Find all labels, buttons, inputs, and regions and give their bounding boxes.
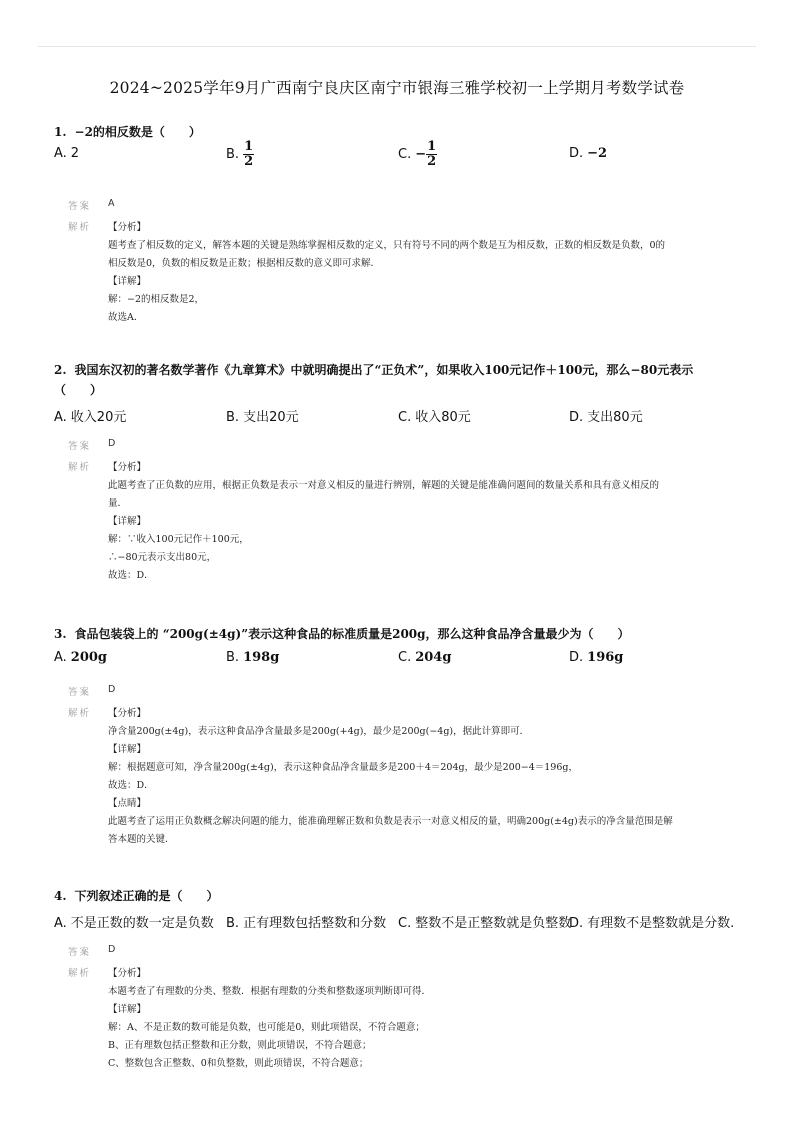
answer-block [54, 684, 754, 698]
analysis-block: 解析 【分析】 净含量200g(±4g)，表示这种食品净含量最多是200g(+4g)，最少是200g(−4g)，据此计算即可． 【详解】 解：根据题意可知，净含量200g(±4g)，表示这种食品净含量最多是200＋4＝204g，最少是200−4＝196g， 故选：D． 【点睛】 此题考查了运用正负数概念解决问题的能力，能准确理解正数和负数是表示一对意义相反的量，明确200g(±4g)表示的净含量范围是解 答本题的关键． [54, 705, 754, 849]
analysis-label: 解析 [68, 968, 92, 979]
option-c[interactable]: C. 整数不是正整数就是负整数 [398, 916, 572, 931]
fraction: $\frac{1}{2}$ [427, 139, 437, 169]
answer-block [54, 438, 754, 452]
analysis-label: 解析 [68, 462, 92, 473]
question-text: 我国东汉初的著名数学著作《九章算术》中就明确提出了“正负术”，如果收入100元记作＋100元，那么−80元表示 [74, 363, 694, 377]
question-1 [54, 122, 754, 327]
option-d[interactable]: D. −2 [569, 146, 608, 161]
question-text: −2的相反数是（ ） [74, 125, 201, 139]
option-a[interactable]: A. 不是正数的数一定是负数 [54, 916, 214, 931]
question-stem-cont: （ ） [54, 383, 103, 397]
answer-label: 答案 [68, 201, 92, 212]
option-d[interactable]: D. 有理数不是整数就是分数. [569, 916, 735, 931]
question-number: 3. [54, 627, 67, 641]
question-number: 1. [54, 125, 67, 139]
option-c[interactable]: C. 204g [398, 650, 452, 665]
option-b[interactable]: B. 支出20元 [226, 410, 299, 425]
option-b[interactable]: B. $\frac{1}{2}$ [226, 139, 254, 169]
answer-value: A [108, 198, 115, 209]
option-b[interactable]: B. 正有理数包括整数和分数 [226, 916, 387, 931]
answer-value: D [108, 684, 116, 695]
header-divider [38, 46, 756, 47]
question-stem [54, 624, 754, 644]
option-c[interactable]: C. 收入80元 [398, 410, 471, 425]
question-text: 食品包装袋上的 “200g(±4g)”表示这种食品的标准质量是200g，那么这种食品净含量最少为（ ） [74, 627, 630, 641]
answer-value: D [108, 944, 116, 955]
option-c[interactable]: C. − $\frac{1}{2}$ [398, 139, 437, 169]
question-stem [54, 886, 754, 906]
answer-block [54, 198, 754, 212]
options-row [54, 402, 754, 432]
options-row [54, 646, 754, 676]
analysis-block: 解析 【分析】 题考查了相反数的定义，解答本题的关键是熟练掌握相反数的定义，只有符号不同的两个数是互为相反数，正数的相反数是负数，0的 相反数是0，负数的相反数是正数；根据相反数的意义即可求解． 【详解】 解：−2的相反数是2， 故选A． [54, 219, 754, 327]
answer-label: 答案 [68, 947, 92, 958]
analysis-block: 解析 【分析】 此题考查了正负数的应用，根据正负数是表示一对意义相反的量进行辨别，解题的关键是能准确问题间的数量关系和具有意义相反的 量． 【详解】 解：∵收入100元记作＋100元， ∴−80元表示支出80元， 故选：D． [54, 459, 754, 585]
answer-block [54, 944, 754, 958]
question-2 [54, 360, 754, 585]
question-stem [54, 122, 754, 142]
option-a[interactable]: A. 200g [54, 650, 108, 665]
page-title: 2024~2025学年9月广西南宁良庆区南宁市银海三雅学校初一上学期月考数学试卷 [109, 79, 685, 97]
question-stem [54, 360, 754, 380]
analysis-label: 解析 [68, 222, 92, 233]
option-a[interactable]: A. 2 [54, 146, 80, 161]
answer-label: 答案 [68, 687, 92, 698]
option-b[interactable]: B. 198g [226, 650, 280, 665]
question-3 [54, 624, 754, 849]
answer-label: 答案 [68, 441, 92, 452]
options-row [54, 908, 754, 938]
fraction: $\frac{1}{2}$ [244, 139, 254, 169]
question-number: 2. [54, 363, 67, 377]
answer-value: D [108, 438, 116, 449]
question-text: 下列叙述正确的是（ ） [74, 889, 219, 903]
analysis-label: 解析 [68, 708, 92, 719]
question-4 [54, 886, 754, 1073]
options-row [54, 139, 754, 182]
option-d[interactable]: D. 支出80元 [569, 410, 643, 425]
analysis-block: 解析 【分析】 本题考查了有理数的分类、整数．根据有理数的分类和整数逐项判断即可得． 【详解】 解：A、不是正数的数可能是负数，也可能是0，则此项错误，不符合题意； B、正有理数包括正整数和正分数，则此项错误，不符合题意； C、整数包含正整数、0和负整数，则此项错误，不符合题意； [54, 965, 754, 1073]
option-d[interactable]: D. 196g [569, 650, 624, 665]
option-a[interactable]: A. 收入20元 [54, 410, 127, 425]
question-number: 4. [54, 889, 67, 903]
